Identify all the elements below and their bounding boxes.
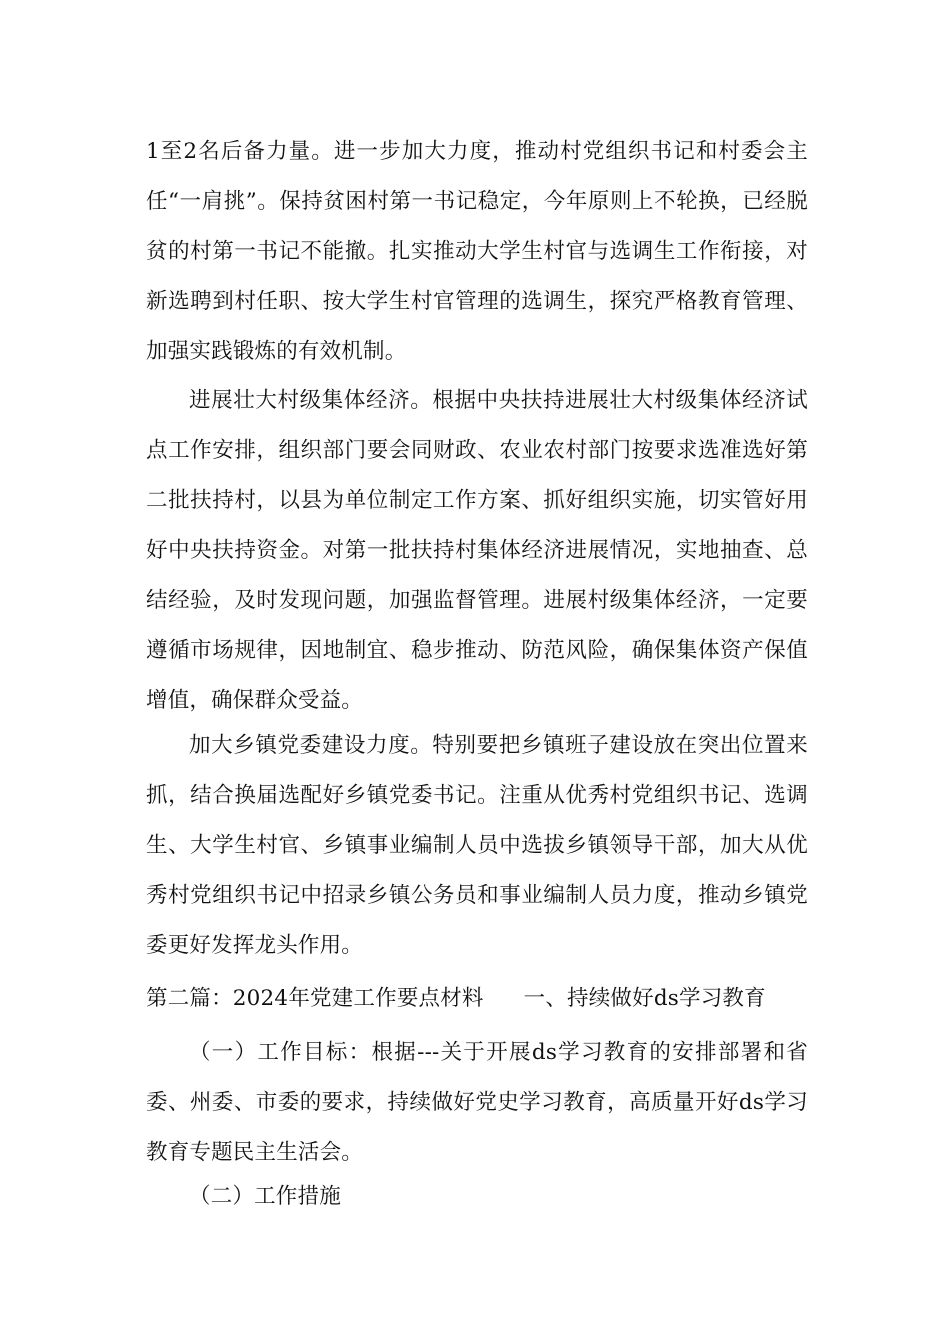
section-heading-subtitle: 一、持续做好ds学习教育 [523, 986, 766, 1011]
section-heading-title: 第二篇：2024年党建工作要点材料 [146, 986, 484, 1011]
item-work-goal: （一）工作目标：根据---关于开展ds学习教育的安排部署和省委、州委、市委的要求，持续做好党史学习教育，高质量开好ds学习教育专题民主生活会。 [146, 1040, 808, 1165]
paragraph-cadre-reserve: 1至2名后备力量。进一步加大力度，推动村党组织书记和村委会主任“一肩挑”。保持贫困村第一书记稳定，今年原则上不轮换，已经脱贫的村第一书记不能撤。扎实推动大学生村官与选调生工作衔接，对新选聘到村任职、按大学生村官管理的选调生，探究严格教育管理、加强实践锻炼的有效机制。 [146, 139, 808, 364]
section-heading [146, 974, 808, 1024]
paragraph-township-party-committee: 加大乡镇党委建设力度。特别要把乡镇班子建设放在突出位置来抓，结合换届选配好乡镇党委书记。注重从优秀村党组织书记、选调生、大学生村官、乡镇事业编制人员中选拔乡镇领导干部，加大从优秀村党组织书记中招录乡镇公务员和事业编制人员力度，推动乡镇党委更好发挥龙头作用。 [146, 733, 808, 958]
item-work-measures: （二）工作措施 [189, 1184, 341, 1209]
paragraph-collective-economy: 进展壮大村级集体经济。根据中央扶持进展壮大村级集体经济试点工作安排，组织部门要会同财政、农业农村部门按要求选准选好第二批扶持村，以县为单位制定工作方案、抓好组织实施，切实管好用好中央扶持资金。对第一批扶持村集体经济进展情况，实地抽查、总结经验，及时发现问题，加强监督管理。进展村级集体经济，一定要遵循市场规律，因地制宜、稳步推动、防范风险，确保集体资产保值增值，确保群众受益。 [146, 388, 808, 713]
